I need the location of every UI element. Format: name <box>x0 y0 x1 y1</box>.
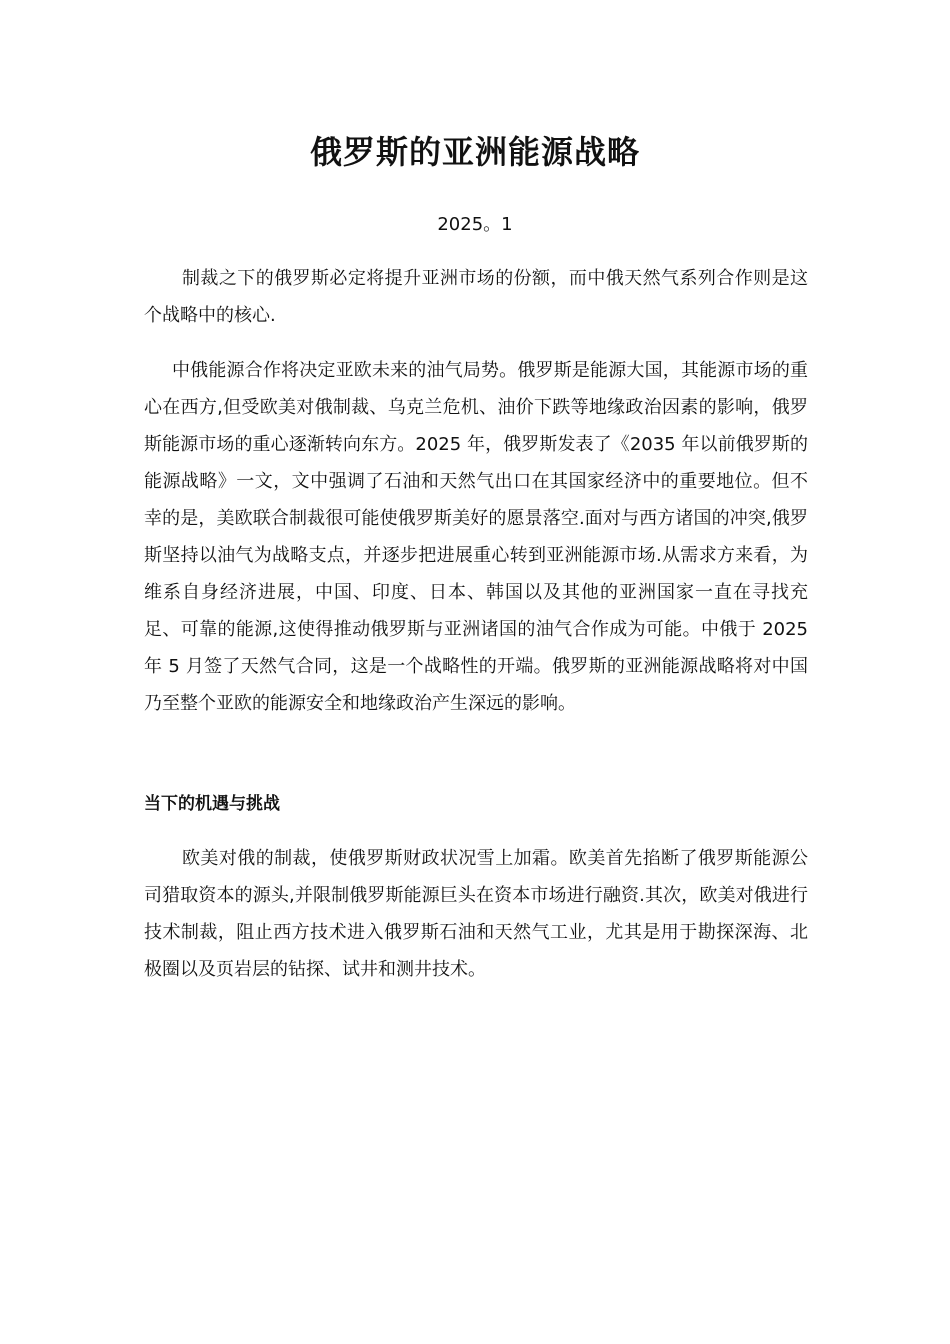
document-title: 俄罗斯的亚洲能源战略 <box>309 133 640 171</box>
paragraph-intro: 制裁之下的俄罗斯必定将提升亚洲市场的份额，而中俄天然气系列合作则是这个战略中的核心. <box>144 268 808 326</box>
paragraph-section: 欧美对俄的制裁，使俄罗斯财政状况雪上加霜。欧美首先掐断了俄罗斯能源公司猎取资本的源头,并限制俄罗斯能源巨头在资本市场进行融资.其次，欧美对俄进行技术制裁，阻止西方技术进入俄罗斯石油和天然气工业，尤其是用于勘探深海、北极圈以及页岩层的钻探、试井和测井技术。 <box>144 848 808 980</box>
document-date: 2025。1 <box>437 214 513 235</box>
section-heading: 当下的机遇与挑战 <box>144 794 280 814</box>
paragraph-body: 中俄能源合作将决定亚欧未来的油气局势。俄罗斯是能源大国，其能源市场的重心在西方,但受欧美对俄制裁、乌克兰危机、油价下跌等地缘政治因素的影响，俄罗斯能源市场的重心逐渐转向东方。2025 年，俄罗斯发表了《2035 年以前俄罗斯的能源战略》一文，文中强调了石油和天然气出口在其国家经济中的重要地位。但不幸的是，美欧联合制裁很可能使俄罗斯美好的愿景落空.面对与西方诸国的冲突,俄罗斯坚持以油气为战略支点，并逐步把进展重心转到亚洲能源市场.从需求方来看，为维系自身经济进展，中国、印度、日本、韩国以及其他的亚洲国家一直在寻找充足、可靠的能源,这使得推动俄罗斯与亚洲诸国的油气合作成为可能。中俄于 2025 年 5 月签了天然气合同，这是一个战略性的开端。俄罗斯的亚洲能源战略将对中国乃至整个亚欧的能源安全和地缘政治产生深远的影响。 <box>144 360 808 714</box>
